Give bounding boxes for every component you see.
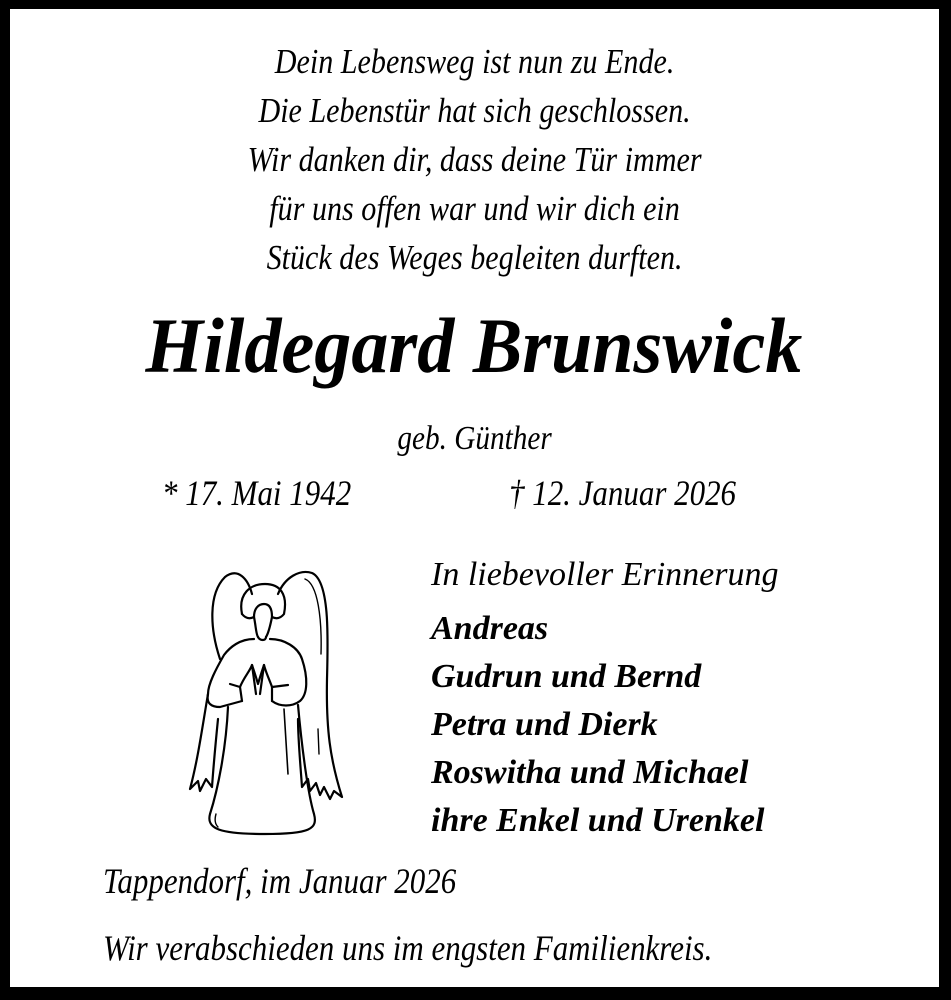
death-date: † 12. Januar 2026	[509, 473, 737, 513]
poem	[75, 37, 874, 282]
poem-line: Die Lebenstür hat sich geschlossen.	[258, 91, 691, 130]
mourner-name: Andreas	[431, 610, 549, 647]
memory-intro: In liebevoller Erinnerung	[431, 556, 779, 593]
poem-line: für uns offen war und wir dich ein	[269, 189, 680, 228]
maiden-name: geb. Günther	[397, 420, 552, 457]
angel-icon	[180, 559, 350, 844]
mourner-name: Petra und Dierk	[431, 706, 658, 743]
poem-line: Wir danken dir, dass deine Tür immer	[247, 140, 702, 179]
mourners-list	[431, 605, 764, 845]
place-date: Tappendorf, im Januar 2026	[103, 861, 457, 901]
mourner-name: Gudrun und Bernd	[431, 658, 702, 695]
mourner-name: Roswitha und Michael	[431, 754, 749, 791]
poem-line: Dein Lebensweg ist nun zu Ende.	[274, 42, 675, 81]
obituary-notice	[10, 9, 939, 987]
mourner-name: ihre Enkel und Urenkel	[431, 802, 765, 839]
deceased-name: Hildegard Brunswick	[145, 302, 803, 389]
birth-date: * 17. Mai 1942	[162, 473, 352, 513]
poem-line: Stück des Weges begleiten durften.	[266, 238, 683, 277]
farewell-note: Wir verabschieden uns im engsten Familienkreis.	[103, 928, 713, 968]
